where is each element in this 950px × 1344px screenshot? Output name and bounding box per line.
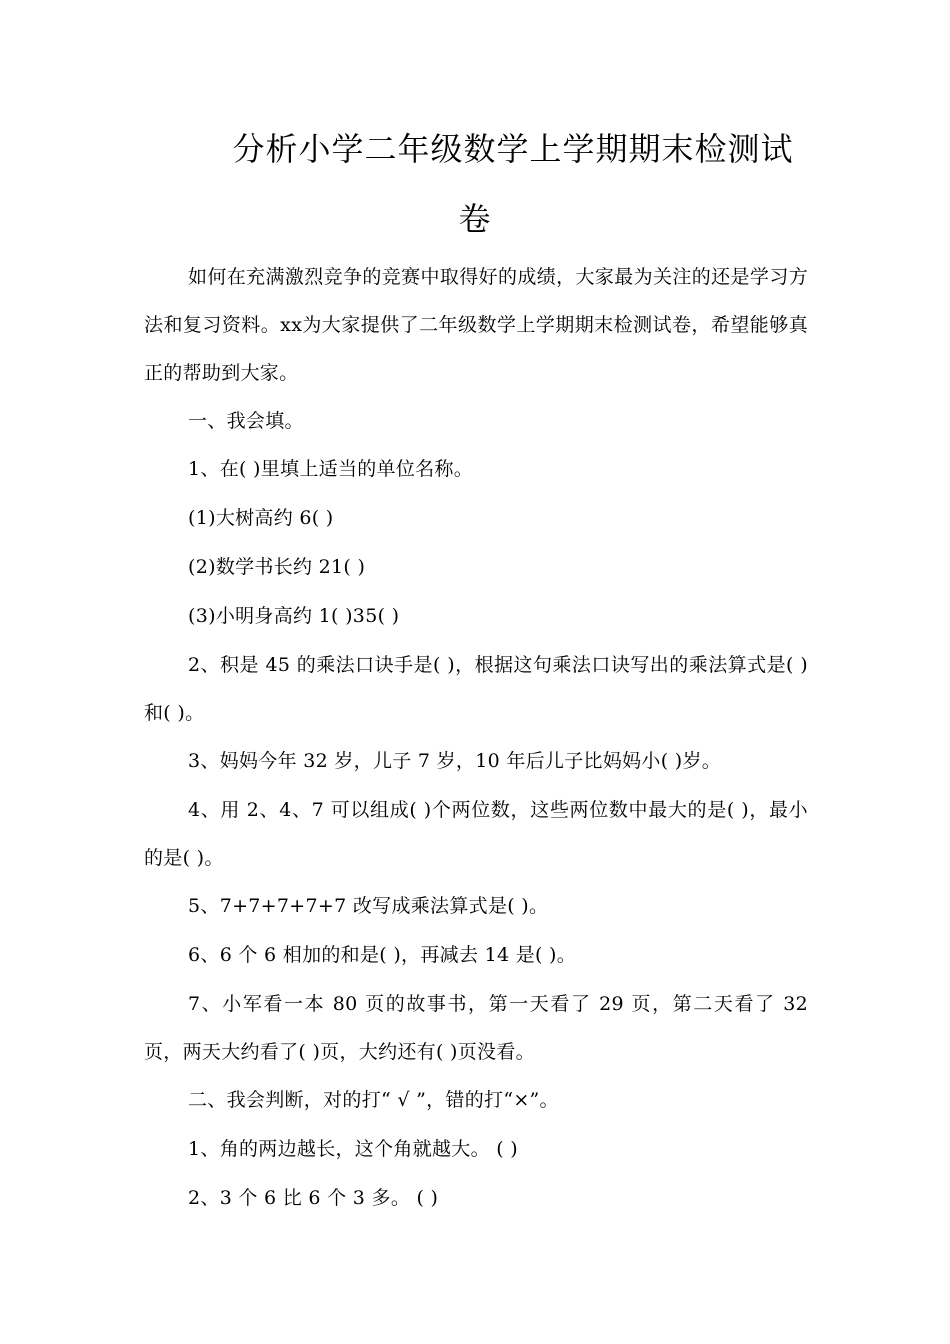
- judge-question-1: 1、角的两边越长，这个角就越大。 ( ): [188, 1138, 518, 1160]
- question-6: 6、6 个 6 相加的和是( )，再减去 14 是( )。: [188, 944, 577, 966]
- question-2: 2、积是 45 的乘法口诀手是( )，根据这句乘法口诀写出的乘法算式是( )和( )。: [144, 654, 808, 724]
- section-heading-judge: 二、我会判断，对的打“ √ ”，错的打“×”。: [188, 1089, 559, 1111]
- title-line-1: 分析小学二年级数学上学期期末检测试: [232, 130, 794, 168]
- section-heading-fill: 一、我会填。: [188, 410, 304, 432]
- judge-question-2: 2、3 个 6 比 6 个 3 多。 ( ): [188, 1187, 439, 1209]
- document-body: [144, 253, 808, 1223]
- intro-paragraph: 如何在充满激烈竞争的竞赛中取得好的成绩，大家最为关注的还是学习方法和复习资料。xx为大家提供了二年级数学上学期期末检测试卷，希望能够真正的帮助到大家。: [144, 266, 808, 384]
- document-title: [144, 114, 806, 254]
- question-7: 7、小军看一本 80 页的故事书，第一天看了 29 页，第二天看了 32 页，两天大约看了( )页，大约还有( )页没看。: [144, 993, 808, 1063]
- question-1-part-2: (2)数学书长约 21( ): [188, 556, 366, 578]
- question-1-part-1: (1)大树高约 6( ): [188, 507, 334, 529]
- question-5: 5、7+7+7+7+7 改写成乘法算式是( )。: [188, 895, 549, 917]
- question-1: 1、在( )里填上适当的单位名称。: [188, 458, 474, 480]
- question-4: 4、用 2、4、7 可以组成( )个两位数，这些两位数中最大的是( )，最小的是( )。: [144, 799, 808, 869]
- question-1-part-3: (3)小明身高约 1( )35( ): [188, 605, 400, 627]
- question-3: 3、妈妈今年 32 岁，儿子 7 岁，10 年后儿子比妈妈小( )岁。: [188, 750, 722, 772]
- title-line-2: 卷: [458, 200, 492, 238]
